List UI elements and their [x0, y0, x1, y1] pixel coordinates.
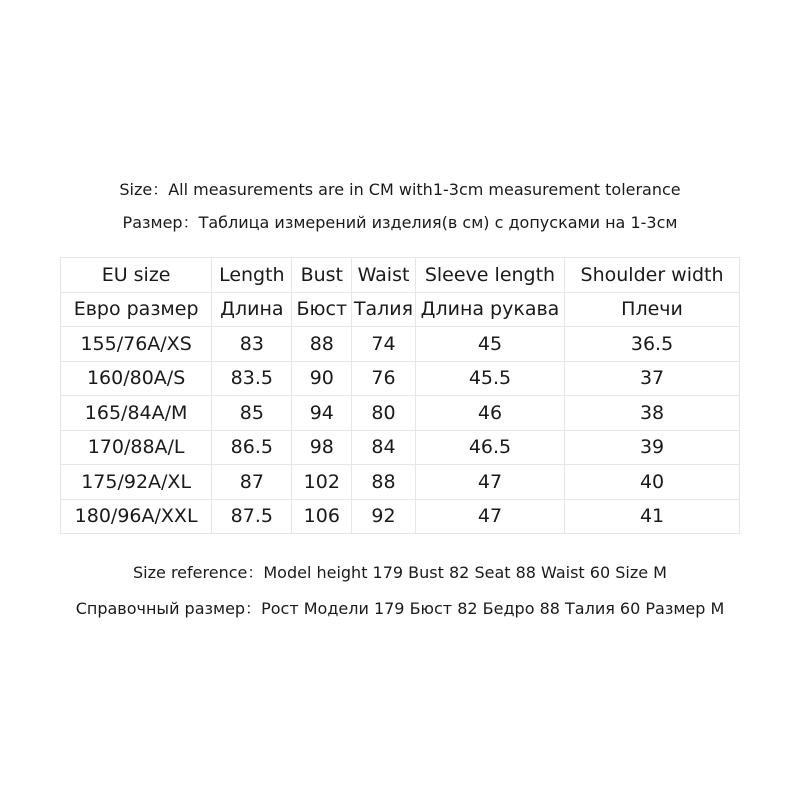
- table-cell: 47: [415, 499, 564, 534]
- table-row: [61, 465, 740, 500]
- header-cell: Bust: [292, 258, 352, 293]
- table-cell: 92: [352, 499, 416, 534]
- table-cell: 36.5: [565, 327, 740, 362]
- header-cell: Shoulder width: [565, 258, 740, 293]
- table-cell: 74: [352, 327, 416, 362]
- table-cell: 170/88A/L: [61, 430, 212, 465]
- table-cell: 94: [292, 396, 352, 431]
- table-cell: 45: [415, 327, 564, 362]
- table-cell: 102: [292, 465, 352, 500]
- table-cell: 88: [292, 327, 352, 362]
- table-cell: 37: [565, 361, 740, 396]
- table-cell: 87.5: [212, 499, 292, 534]
- table-header-row-ru: [61, 292, 740, 327]
- table-cell: 165/84A/M: [61, 396, 212, 431]
- table-cell: 46.5: [415, 430, 564, 465]
- header-cell: EU size: [61, 258, 212, 293]
- table-row: [61, 361, 740, 396]
- size-table: [60, 257, 740, 534]
- size-note-ru: Размер：Таблица измерений изделия(в см) с допусками на 1-3см: [122, 213, 678, 232]
- table-cell: 83: [212, 327, 292, 362]
- table-cell: 88: [352, 465, 416, 500]
- header-cell: Длина: [212, 292, 292, 327]
- table-cell: 155/76A/XS: [61, 327, 212, 362]
- table-cell: 38: [565, 396, 740, 431]
- table-cell: 90: [292, 361, 352, 396]
- header-cell: Бюст: [292, 292, 352, 327]
- table-cell: 84: [352, 430, 416, 465]
- header-cell: Waist: [352, 258, 416, 293]
- size-reference-en: Size reference：Model height 179 Bust 82 Seat 88 Waist 60 Size M: [133, 563, 667, 582]
- header-cell: Length: [212, 258, 292, 293]
- size-reference-ru: Справочный размер：Рост Модели 179 Бюст 82 Бедро 88 Талия 60 Размер M: [75, 599, 725, 618]
- table-cell: 76: [352, 361, 416, 396]
- size-note-en: Size：All measurements are in CM with1-3cm measurement tolerance: [119, 180, 681, 199]
- table-cell: 83.5: [212, 361, 292, 396]
- table-cell: 86.5: [212, 430, 292, 465]
- table-cell: 87: [212, 465, 292, 500]
- table-row: [61, 430, 740, 465]
- header-cell: Талия: [352, 292, 416, 327]
- table-cell: 160/80A/S: [61, 361, 212, 396]
- table-cell: 106: [292, 499, 352, 534]
- header-cell: Sleeve length: [415, 258, 564, 293]
- table-cell: 85: [212, 396, 292, 431]
- header-cell: Евро размер: [61, 292, 212, 327]
- header-cell: Плечи: [565, 292, 740, 327]
- table-header-row-en: [61, 258, 740, 293]
- table-cell: 47: [415, 465, 564, 500]
- table-cell: 46: [415, 396, 564, 431]
- table-cell: 40: [565, 465, 740, 500]
- table-cell: 180/96A/XXL: [61, 499, 212, 534]
- table-row: [61, 327, 740, 362]
- table-cell: 175/92A/XL: [61, 465, 212, 500]
- table-cell: 80: [352, 396, 416, 431]
- table-row: [61, 499, 740, 534]
- table-row: [61, 396, 740, 431]
- table-cell: 41: [565, 499, 740, 534]
- table-cell: 45.5: [415, 361, 564, 396]
- table-cell: 98: [292, 430, 352, 465]
- header-cell: Длина рукава: [415, 292, 564, 327]
- table-cell: 39: [565, 430, 740, 465]
